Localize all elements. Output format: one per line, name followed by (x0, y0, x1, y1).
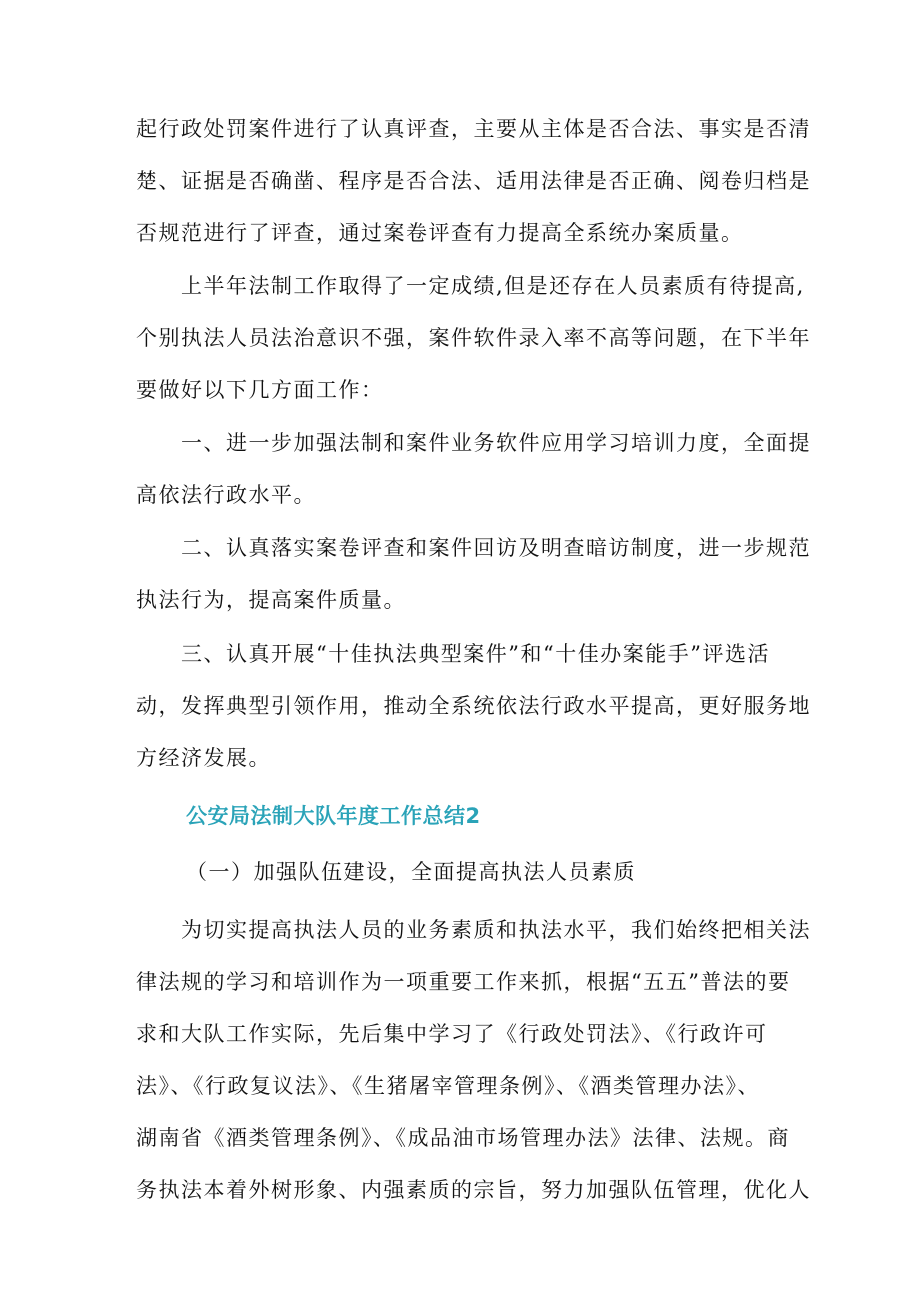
text-line: 三、认真开展“十佳执法典型案件”和“十佳办案能手”评选活 (136, 642, 770, 666)
text-line: 否规范进行了评查，通过案卷评查有力提高全系统办案质量。 (136, 221, 744, 245)
text-line: 高依法行政水平。 (136, 483, 316, 507)
text-line: 方经济发展。 (136, 746, 271, 770)
text-line: 务执法本着外树形象、内强素质的宗旨，努力加强队伍管理，优化人 (136, 1178, 811, 1202)
text-line: 上半年法制工作取得了一定成绩,但是还存在人员素质有待提高, (136, 274, 805, 298)
text-line: 律法规的学习和培训作为一项重要工作来抓，根据“五五”普法的要 (136, 970, 791, 994)
paragraph-item-one (136, 417, 811, 521)
text-line: 求和大队工作实际，先后集中学习了《行政处罚法》、《行政许可 (136, 1022, 768, 1046)
text-line: 要做好以下几方面工作： (136, 378, 384, 402)
text-line: 个别执法人员法治意识不强，案件软件录入率不高等问题，在下半年 (136, 326, 811, 350)
paragraph-first-half-summary (136, 260, 811, 416)
paragraph-item-two (136, 522, 811, 626)
text-line: 动，发挥典型引领作用，推动全系统依法行政水平提高，更好服务地 (136, 694, 811, 718)
paragraph-team-building (136, 904, 811, 1216)
text-line: 执法行为，提高案件质量。 (136, 588, 406, 612)
text-line: 湖南省《酒类管理条例》、《成品油市场管理办法》法律、法规。商 (136, 1126, 790, 1150)
text-line: 法》、《行政复议法》、《生猪屠宰管理条例》、《酒类管理办法》、 (136, 1074, 760, 1098)
text-line: 一、进一步加强法制和案件业务软件应用学习培训力度，全面提 (136, 431, 811, 455)
text-line: 楚、证据是否确凿、程序是否合法、适用法律是否正确、阅卷归档是 (136, 169, 811, 193)
paragraph-case-review (136, 103, 811, 259)
section-heading: 公安局法制大队年度工作总结2 (186, 804, 481, 828)
text-line: 二、认真落实案卷评查和案件回访及明查暗访制度，进一步规范 (136, 536, 811, 560)
text-line: 为切实提高执法人员的业务素质和执法水平，我们始终把相关法 (136, 918, 811, 942)
paragraph-item-three (136, 628, 811, 784)
section-subheading: （一）加强队伍建设，全面提高执法人员素质 (186, 860, 636, 884)
text-line: 起行政处罚案件进行了认真评查，主要从主体是否合法、事实是否清 (136, 117, 811, 141)
